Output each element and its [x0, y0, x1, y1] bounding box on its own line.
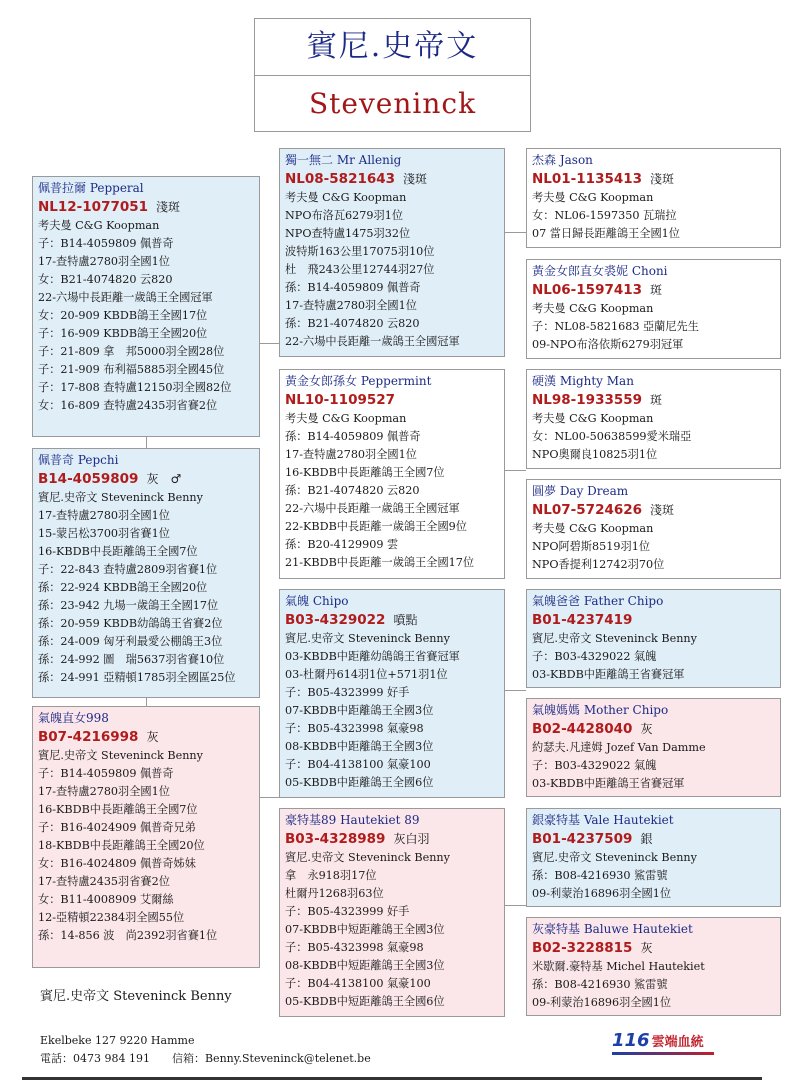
pedigree-line: 22-六場中長距離一歲鴿王全國冠軍 — [38, 291, 213, 304]
pedigree-line: 考夫曼 C&G Koopman — [532, 522, 654, 535]
pedigree-line: NPO阿碧斯8519羽1位 — [532, 540, 651, 553]
pedigree-line: 孫：22-924 KBDB鴿王全國20位 — [38, 581, 208, 594]
dam-sire-dam-card — [526, 698, 781, 797]
ring-number: B02-3228815 — [532, 940, 633, 956]
dam-dam-dam-card — [526, 917, 781, 1016]
pedigree-line: 22-KBDB中長距離一歲鴿王全國9位 — [285, 520, 467, 533]
pedigree-line: 05-KBDB中距離鴿王全國6位 — [285, 776, 434, 789]
pedigree-line: 賓尼.史帝文 Steveninck Benny — [285, 632, 450, 645]
pedigree-line: 子：B04-4138100 氣豪100 — [285, 977, 431, 990]
dam-dam-card — [279, 808, 505, 1017]
pedigree-line: 子：B05-4323999 好手 — [285, 686, 410, 699]
pedigree-line: 07-KBDB中距離鴿王全國3位 — [285, 704, 434, 717]
pedigree-line: 08-KBDB中短距離鴿王全國3位 — [285, 959, 445, 972]
pedigree-line: 孫：B14-4059809 佩普奇 — [285, 430, 421, 443]
pedigree-line: 22-六場中長距離一歲鴿王全國冠軍 — [285, 335, 460, 348]
connector-line — [504, 690, 526, 691]
pedigree-line: 女：NL06-1597350 瓦瑞拉 — [532, 209, 677, 222]
pedigree-line: 考夫曼 C&G Koopman — [285, 412, 407, 425]
pedigree-line: 米歇爾.豪特基 Michel Hautekiet — [532, 960, 705, 973]
pedigree-line: NPO布洛瓦6279羽1位 — [285, 209, 404, 222]
sire-dam-dam-card — [526, 479, 781, 579]
pedigree-line: 子：B05-4323998 氣豪98 — [285, 722, 424, 735]
pigeon-name: 氣魄媽媽 Mother Chipo — [532, 703, 669, 717]
ring-number: NL06-1597413 — [532, 282, 643, 298]
connector-line — [146, 697, 147, 706]
ring-number: B02-4428040 — [532, 721, 633, 737]
pedigree-line: 07 當日歸長距離鴿王全國1位 — [532, 227, 680, 240]
dam-sire-sire-card — [526, 589, 781, 688]
pigeon-name: 氣魄 Chipo — [285, 594, 349, 608]
pedigree-line: 賓尼.史帝文 Steveninck Benny — [285, 851, 450, 864]
pedigree-line: 子：22-843 查特盧2809羽省賽1位 — [38, 563, 218, 576]
pedigree-line: 22-六場中長距離一歲鴿王全國冠軍 — [285, 502, 460, 515]
pigeon-color: 斑 — [650, 283, 663, 297]
pedigree-line: 17-查特盧2780羽全國1位 — [285, 448, 417, 461]
pedigree-line: 考夫曼 C&G Koopman — [38, 219, 160, 232]
pedigree-line: 17-查特盧2780羽全國1位 — [285, 299, 417, 312]
pigeon-color: 灰 — [640, 941, 653, 955]
pedigree-line: 孫：B21-4074820 云820 — [285, 317, 420, 330]
sire-sire-sire-card — [526, 148, 781, 248]
pedigree-line: 賓尼.史帝文 Steveninck Benny — [38, 491, 203, 504]
logo-underline — [612, 1052, 714, 1055]
sire-card — [32, 176, 260, 437]
pedigree-line: 子：B16-4024909 佩普奇兄弟 — [38, 821, 196, 834]
pigeon-name: 獨一無二 Mr Allenig — [285, 153, 402, 167]
ring-number: B03-4329022 — [285, 612, 386, 628]
pedigree-line: 子：B04-4138100 氣豪100 — [285, 758, 431, 771]
pedigree-line: 16-KBDB中長距離鴿王全國7位 — [285, 466, 445, 479]
connector-line — [259, 343, 280, 344]
dam-dam-sire-card — [526, 808, 781, 907]
title-english: Steveninck — [308, 87, 477, 120]
connector-line — [504, 905, 526, 906]
pigeon-name: 硬漢 Mighty Man — [532, 374, 634, 388]
pigeon-name: 杰森 Jason — [532, 153, 593, 167]
pedigree-line: 考夫曼 C&G Koopman — [532, 412, 654, 425]
pedigree-line: 女：B21-4074820 云820 — [38, 273, 173, 286]
pigeon-color: 淺斑 — [156, 200, 181, 214]
pedigree-line: 孫：23-942 九場一歲鴿王全國17位 — [38, 599, 219, 612]
pedigree-line: 子：B05-4323998 氣豪98 — [285, 941, 424, 954]
dam-sire-card — [279, 589, 505, 798]
pedigree-line: 女：20-909 KBDB鴿王全國17位 — [38, 309, 208, 322]
pigeon-name: 佩普奇 Pepchi — [38, 453, 119, 467]
pedigree-line: 孫：B21-4074820 云820 — [285, 484, 420, 497]
pedigree-line: 子：B03-4329022 氣魄 — [532, 650, 657, 663]
pedigree-line: 09-利蒙治16896羽全國1位 — [532, 996, 672, 1009]
ring-number: B01-4237509 — [532, 831, 633, 847]
pedigree-line: 09-NPO布洛依斯6279羽冠軍 — [532, 338, 684, 351]
pedigree-line: 子：NL08-5821683 亞蘭尼先生 — [532, 320, 699, 333]
pedigree-line: 12-亞精頓22384羽全國55位 — [38, 911, 185, 924]
logo-text: 雲端血統 — [651, 1035, 704, 1050]
pedigree-line: 孫：B08-4216930 鯊雷號 — [532, 978, 668, 991]
sire-dam-sire-card — [526, 369, 781, 469]
connector-line — [146, 436, 147, 448]
pedigree-line: 杜 飛243公里12744羽27位 — [285, 263, 435, 276]
contact-line: 電話：0473 984 191 信箱：Benny.Steveninck@telenet.be — [40, 1052, 371, 1065]
pedigree-line: 孫：24-991 亞精頓1785羽全國區25位 — [38, 671, 236, 684]
pigeon-name: 黃金女郎孫女 Peppermint — [285, 374, 432, 388]
pedigree-line: 拿 永918羽17位 — [285, 869, 377, 882]
pigeon-name: 銀豪特基 Vale Hautekiet — [532, 813, 674, 827]
pigeon-color: 灰 — [640, 722, 653, 736]
ring-number: NL08-5821643 — [285, 171, 396, 187]
pedigree-line: 子：B14-4059809 佩普奇 — [38, 767, 174, 780]
connector-line — [504, 470, 526, 471]
title-chinese: 賓尼.史帝文 — [255, 19, 530, 76]
pigeon-color: 淺斑 — [650, 503, 675, 517]
ring-number: NL12-1077051 — [38, 199, 149, 215]
ring-number: NL01-1135413 — [532, 171, 643, 187]
pedigree-line: 03-KBDB中距離鴿王省賽冠軍 — [532, 777, 685, 790]
pedigree-line: 孫：24-009 匈牙利最愛公棚鴿王3位 — [38, 635, 223, 648]
pedigree-line: 賓尼.史帝文 Steveninck Benny — [532, 851, 697, 864]
contact-block — [40, 1032, 371, 1068]
pedigree-line: 孫：24-992 圖 瑞5637羽省賽10位 — [38, 653, 225, 666]
pedigree-line: 子：16-909 KBDB鴿王全國20位 — [38, 327, 208, 340]
pigeon-color: 銀 — [640, 832, 653, 846]
ring-number: NL07-5724626 — [532, 502, 643, 518]
pedigree-line: 孫：B08-4216930 鯊雷號 — [532, 869, 668, 882]
pigeon-color: 斑 — [650, 393, 663, 407]
pedigree-line: 子：B14-4059809 佩普奇 — [38, 237, 174, 250]
pigeon-name: 黃金女郎直女裘妮 Choni — [532, 264, 668, 278]
bottom-divider — [22, 1077, 762, 1080]
pedigree-line: 約瑟夫.凡達姆 Jozef Van Damme — [532, 741, 706, 754]
ring-number: B01-4237419 — [532, 612, 633, 628]
connector-line — [504, 232, 526, 233]
connector-line — [259, 797, 280, 798]
logo-number: 116 — [612, 1030, 650, 1051]
pedigree-line: 21-KBDB中長距離一歲鴿王全國17位 — [285, 556, 475, 569]
pedigree-line: 考夫曼 C&G Koopman — [285, 191, 407, 204]
pedigree-line: 17-查特盧2780羽全國1位 — [38, 255, 170, 268]
pedigree-line: NPO查特盧1475羽32位 — [285, 227, 411, 240]
pedigree-line: NPO香提利12742羽70位 — [532, 558, 665, 571]
pigeon-color: 灰白羽 — [393, 832, 430, 846]
pedigree-line: 03-杜爾丹614羽1位+571羽1位 — [285, 668, 448, 681]
pedigree-line: 子：21-809 拿 邦5000羽全國28位 — [38, 345, 225, 358]
pedigree-line: 波特斯163公里17075羽10位 — [285, 245, 435, 258]
dam-card — [32, 706, 260, 968]
pedigree-line: 子：B05-4323999 好手 — [285, 905, 410, 918]
pedigree-line: 孫：20-959 KBDB幼鴿鴿王省賽2位 — [38, 617, 223, 630]
logo — [612, 1030, 704, 1051]
pedigree-line: 05-KBDB中短距離鴿王全國6位 — [285, 995, 445, 1008]
sire-dam-card — [279, 369, 505, 579]
pigeon-color: 灰 ♂ — [146, 472, 182, 486]
pedigree-line: 賓尼.史帝文 Steveninck Benny — [532, 632, 697, 645]
pedigree-line: 杜爾丹1268羽63位 — [285, 887, 384, 900]
pedigree-line: 女：B16-4024809 佩普奇姊妹 — [38, 857, 196, 870]
pigeon-color: 淺斑 — [403, 172, 428, 186]
sire-sire-card — [279, 148, 505, 357]
pedigree-line: 考夫曼 C&G Koopman — [532, 302, 654, 315]
pedigree-line: 17-查特盧2435羽省賽2位 — [38, 875, 170, 888]
pigeon-name: 圓夢 Day Dream — [532, 484, 629, 498]
pedigree-line: NPO奧爾良10825羽1位 — [532, 448, 658, 461]
ring-number: B03-4328989 — [285, 831, 386, 847]
pedigree-line: 18-KBDB中長距離鴿王全國20位 — [38, 839, 205, 852]
pigeon-name: 氣魄直女998 — [38, 711, 109, 725]
pigeon-color: 淺斑 — [650, 172, 675, 186]
pedigree-line: 孫：B14-4059809 佩普奇 — [285, 281, 421, 294]
pedigree-line: 孫：14-856 波 尚2392羽省賽1位 — [38, 929, 218, 942]
pedigree-line: 03-KBDB中距離鴿王省賽冠軍 — [532, 668, 685, 681]
address-line: Ekelbeke 127 9220 Hamme — [40, 1034, 195, 1047]
pigeon-color: 灰 — [146, 730, 159, 744]
pigeon-color: 噴點 — [393, 613, 418, 627]
subject-card — [32, 448, 260, 698]
ring-number: B07-4216998 — [38, 729, 139, 745]
pedigree-line: 07-KBDB中短距離鴿王全國3位 — [285, 923, 445, 936]
pedigree-line: 17-查特盧2780羽全國1位 — [38, 509, 170, 522]
pedigree-line: 08-KBDB中距離鴿王全國3位 — [285, 740, 434, 753]
pedigree-line: 孫：B20-4129909 雲 — [285, 538, 399, 551]
title-box — [254, 18, 531, 132]
pedigree-line: 考夫曼 C&G Koopman — [532, 191, 654, 204]
ring-number: NL10-1109527 — [285, 392, 396, 408]
pigeon-name: 氣魄爸爸 Father Chipo — [532, 594, 664, 608]
pedigree-line: 女：B11-4008909 艾爾絲 — [38, 893, 174, 906]
sire-sire-dam-card — [526, 259, 781, 359]
owner-name: 賓尼.史帝文 Steveninck Benny — [40, 989, 232, 1004]
pedigree-line: 16-KBDB中長距離鴿王全國7位 — [38, 803, 198, 816]
pedigree-line: 子：21-909 布利福5885羽全國45位 — [38, 363, 225, 376]
ring-number: NL98-1933559 — [532, 392, 643, 408]
pigeon-name: 豪特基89 Hautekiet 89 — [285, 813, 420, 827]
pigeon-name: 佩普拉爾 Pepperal — [38, 181, 144, 195]
pedigree-line: 16-KBDB中長距離鴿王全國7位 — [38, 545, 198, 558]
pedigree-line: 子：17-808 查特盧12150羽全國82位 — [38, 381, 232, 394]
pigeon-name: 灰豪特基 Baluwe Hautekiet — [532, 922, 693, 936]
pedigree-line: 女：16-809 查特盧2435羽省賽2位 — [38, 399, 218, 412]
pedigree-line: 女：NL00-50638599愛米瑞亞 — [532, 430, 692, 443]
pedigree-line: 03-KBDB中距離幼鴿鴿王省賽冠軍 — [285, 650, 460, 663]
ring-number: B14-4059809 — [38, 471, 139, 487]
pedigree-line: 09-利蒙治16896羽全國1位 — [532, 887, 672, 900]
pedigree-line: 15-蒙呂松3700羽省賽1位 — [38, 527, 170, 540]
pedigree-line: 賓尼.史帝文 Steveninck Benny — [38, 749, 203, 762]
pedigree-line: 子：B03-4329022 氣魄 — [532, 759, 657, 772]
pedigree-line: 17-查特盧2780羽全國1位 — [38, 785, 170, 798]
